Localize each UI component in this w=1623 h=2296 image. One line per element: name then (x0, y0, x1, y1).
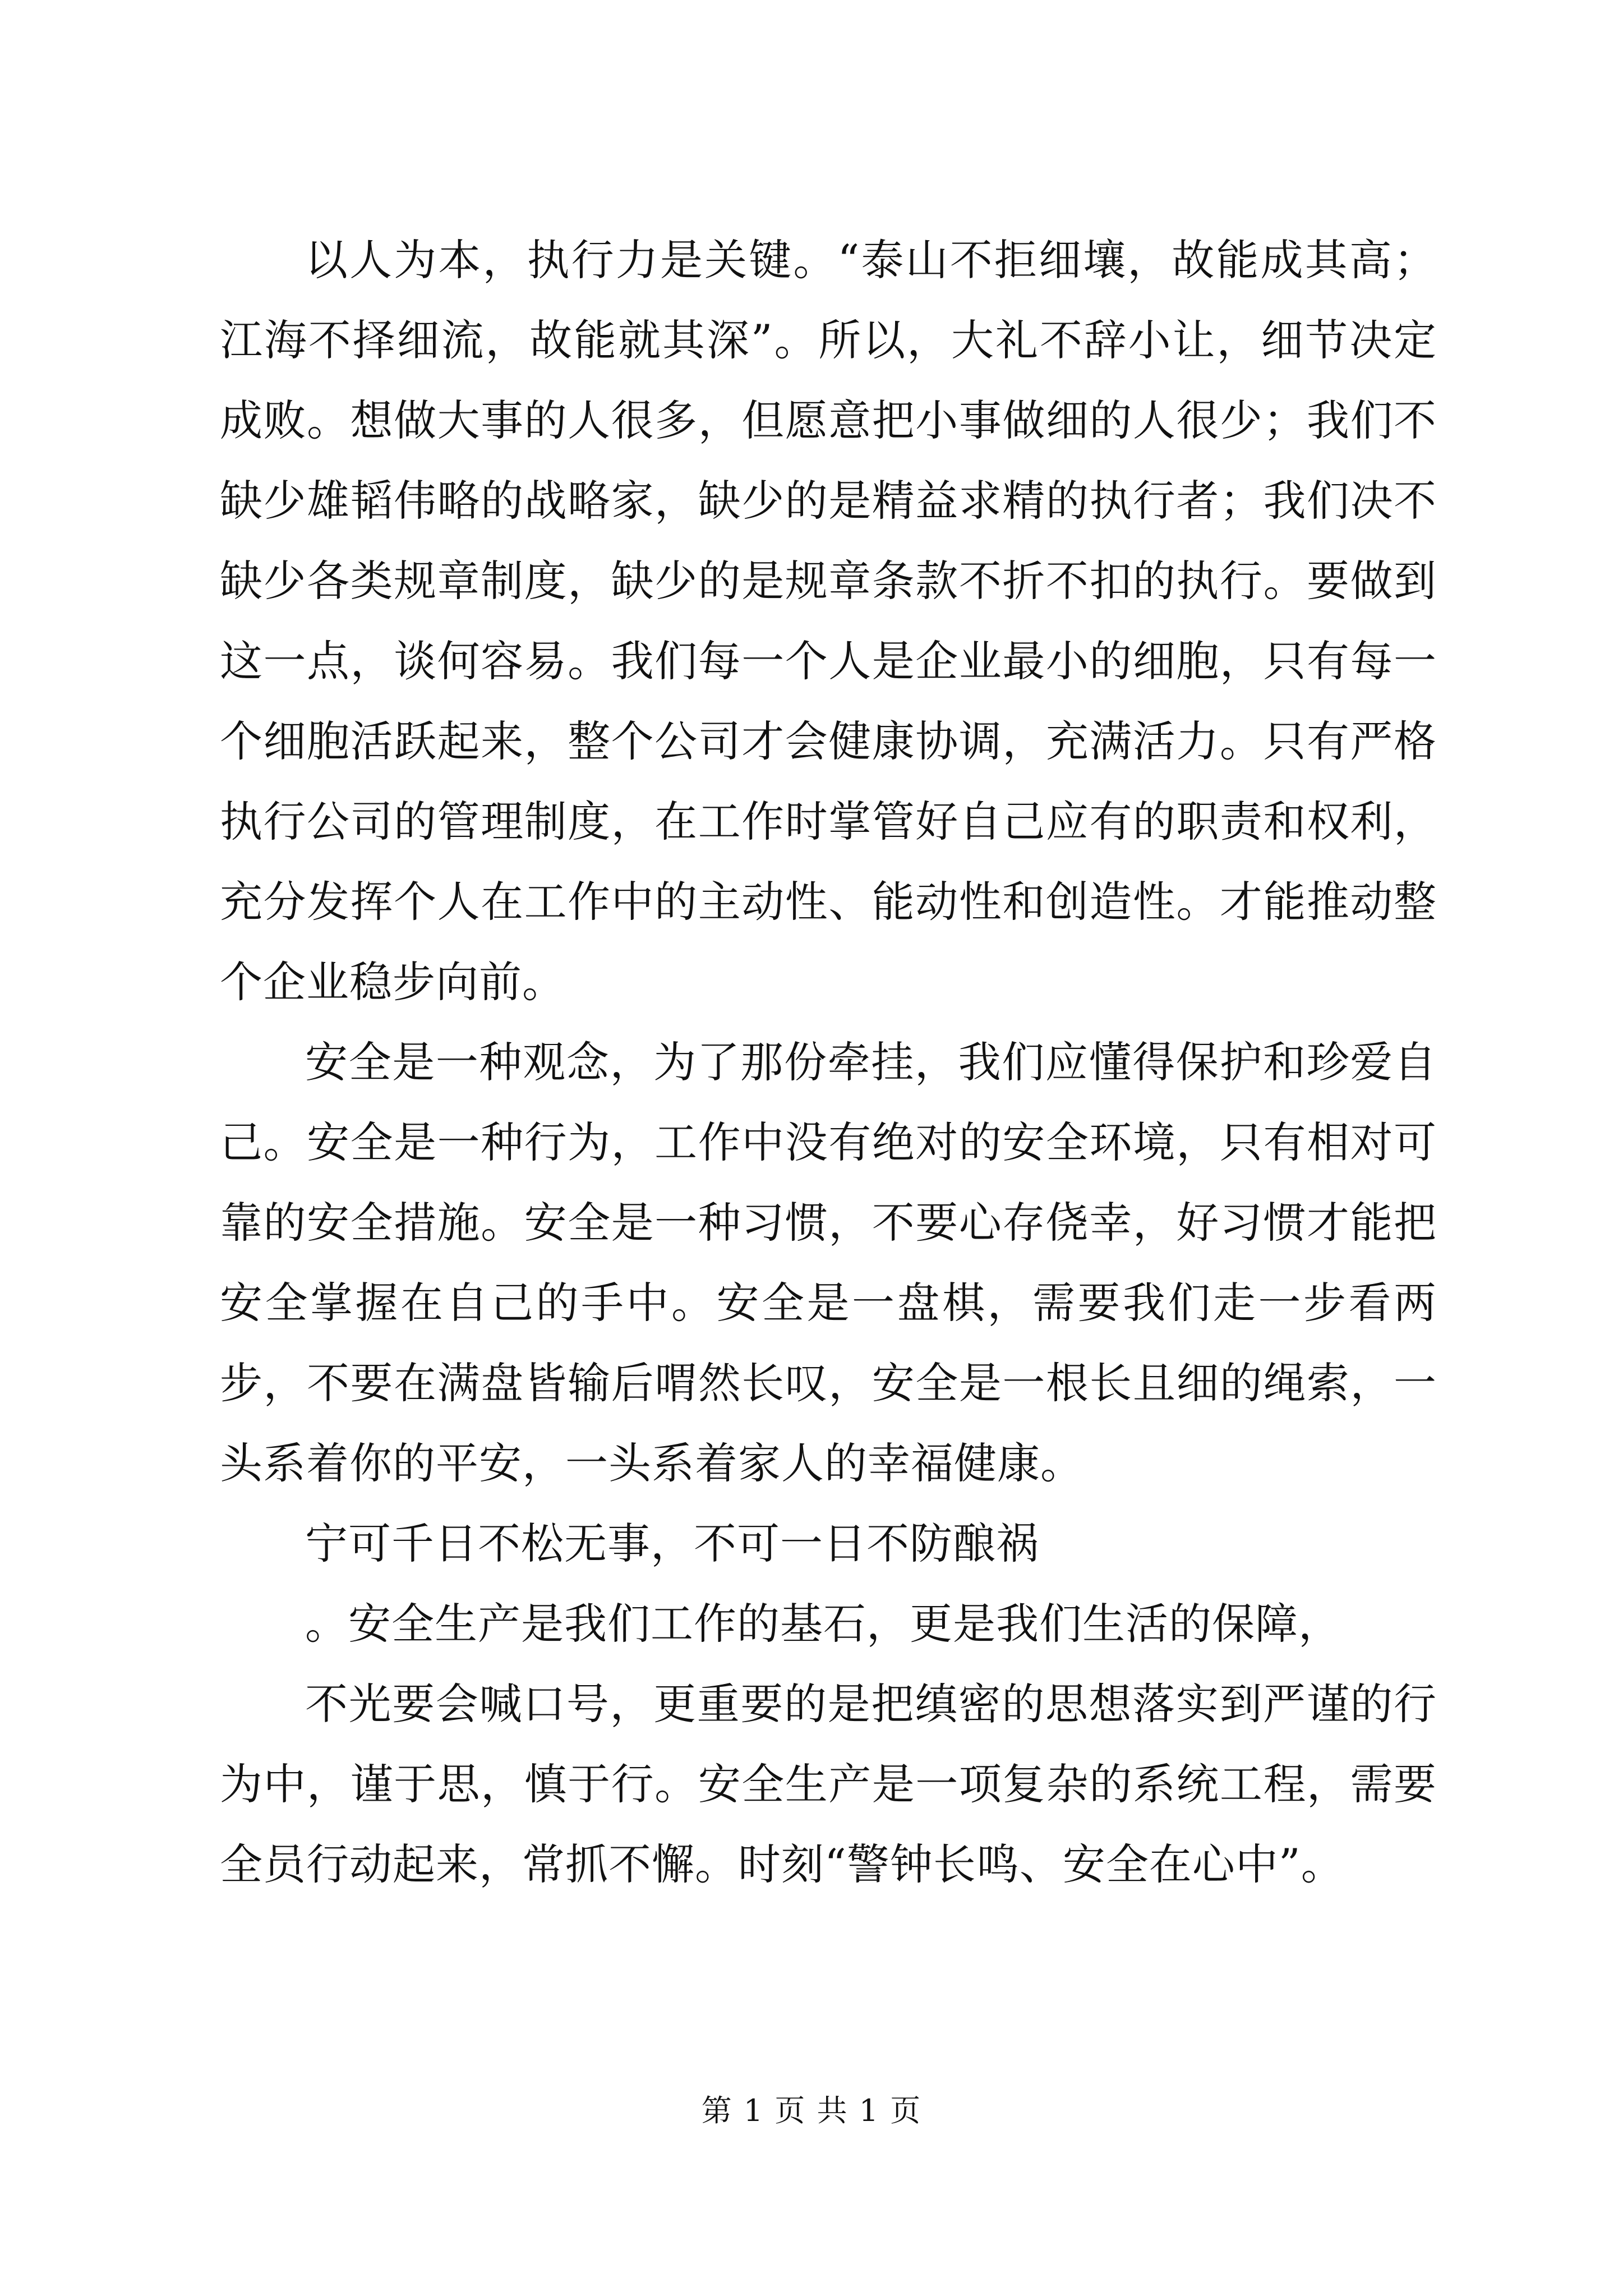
paragraph-action: 不光要会喊口号，更重要的是把缜密的思想落实到严谨的行为中，谨于思，慎于行。安全生产是一项复杂的系统工程，需要全员行动起来，常抓不懈。时刻“警钟长鸣、安全在心中”。 (220, 1679, 1437, 1889)
paragraph-foundation: 。安全生产是我们工作的基石，更是我们生活的保障， (305, 1599, 1341, 1649)
document-body (220, 220, 1437, 1904)
page-footer: 第 1 页 共 1 页 (701, 2093, 922, 2128)
paragraph-execution: 以人为本，执行力是关键。“泰山不拒细壤，故能成其高；江海不择细流，故能就其深”。所以，大礼不辞小让，细节决定成败。想做大事的人很多，但愿意把小事做细的人很少；我们不缺少雄韬伟略的战略家，缺少的是精益求精的执行者；我们决不缺少各类规章制度，缺少的是规章条款不折不扣的执行。要做到这一点，谈何容易。我们每一个人是企业最小的细胞，只有每一个细胞活跃起来，整个公司才会健康协调，充满活力。只有严格执行公司的管理制度，在工作时掌管好自己应有的职责和权利，充分发挥个人在工作中的主动性、能动性和创造性。才能推动整个企业稳步向前。 (220, 235, 1437, 1007)
paragraph-safety-concept: 安全是一种观念，为了那份牵挂，我们应懂得保护和珍爱自己。安全是一种行为，工作中没有绝对的安全环境，只有相对可靠的安全措施。安全是一种习惯，不要心存侥幸，好习惯才能把安全掌握在自己的手中。安全是一盘棋，需要我们走一步看两步，不要在满盘皆输后喟然长叹，安全是一根长且细的绳索，一头系着你的平安，一头系着家人的幸福健康。 (220, 1037, 1437, 1488)
paragraph-motto: 宁可千日不松无事，不可一日不防酿祸 (305, 1519, 1039, 1568)
